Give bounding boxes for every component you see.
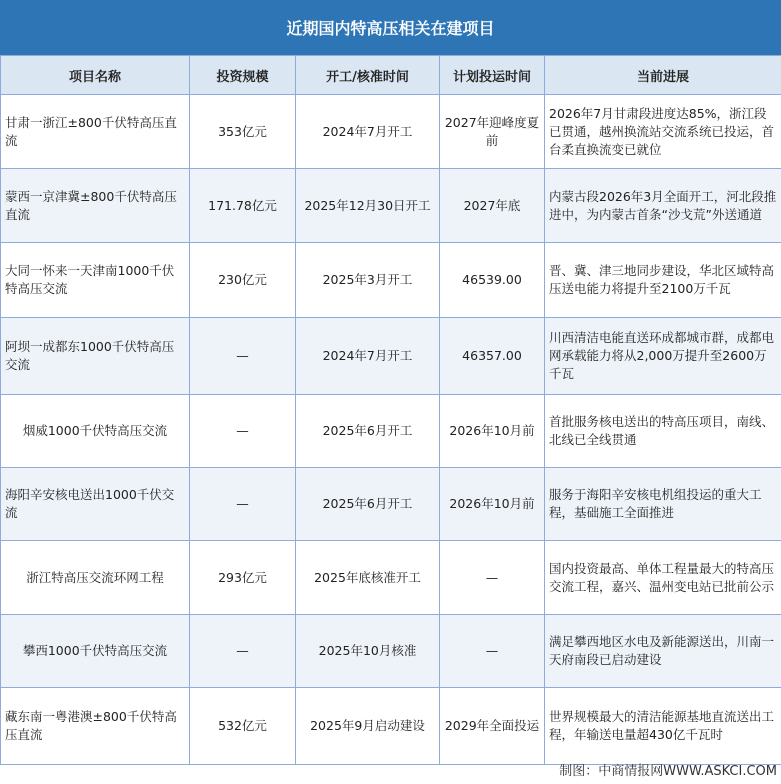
table-row — [1, 95, 781, 169]
cell-plan-time: 46357.00 — [440, 318, 545, 395]
cell-project-name: 烟威1000千伏特高压交流 — [1, 395, 190, 468]
cell-plan-time: — — [440, 541, 545, 615]
table-row — [1, 541, 781, 615]
cell-progress: 国内投资最高、单体工程量最大的特高压交流工程，嘉兴、温州变电站已批前公示 — [545, 541, 781, 615]
cell-start-time: 2025年底核准开工 — [296, 541, 440, 615]
cell-progress: 首批服务核电送出的特高压项目，南线、北线已全线贯通 — [545, 395, 781, 468]
cell-start-time: 2025年6月开工 — [296, 395, 440, 468]
cell-investment: — — [190, 468, 296, 541]
cell-project-name: 浙江特高压交流环网工程 — [1, 541, 190, 615]
cell-project-name: 阿坝一成都东1000千伏特高压交流 — [1, 318, 190, 395]
cell-investment: — — [190, 318, 296, 395]
cell-plan-time: 2029年全面投运 — [440, 688, 545, 765]
cell-start-time: 2025年9月启动建设 — [296, 688, 440, 765]
cell-project-name: 大同一怀来一天津南1000千伏特高压交流 — [1, 243, 190, 318]
header-project-name: 项目名称 — [1, 56, 190, 95]
table-row — [1, 395, 781, 468]
table-row — [1, 688, 781, 765]
header-investment: 投资规模 — [190, 56, 296, 95]
cell-investment: — — [190, 615, 296, 688]
cell-start-time: 2024年7月开工 — [296, 318, 440, 395]
cell-plan-time: 46539.00 — [440, 243, 545, 318]
cell-project-name: 蒙西一京津冀±800千伏特高压直流 — [1, 169, 190, 243]
cell-plan-time: — — [440, 615, 545, 688]
cell-start-time: 2025年3月开工 — [296, 243, 440, 318]
table-row — [1, 468, 781, 541]
header-row — [1, 56, 781, 95]
table-row — [1, 243, 781, 318]
cell-investment: 353亿元 — [190, 95, 296, 169]
header-start-time: 开工/核准时间 — [296, 56, 440, 95]
cell-progress: 晋、冀、津三地同步建设，华北区域特高压送电能力将提升至2100万千瓦 — [545, 243, 781, 318]
cell-plan-time: 2026年10月前 — [440, 395, 545, 468]
cell-investment: 293亿元 — [190, 541, 296, 615]
cell-investment: 171.78亿元 — [190, 169, 296, 243]
source-credit: 制图：中商情报网WWW.ASKCI.COM — [559, 763, 777, 779]
cell-plan-time: 2027年迎峰度夏前 — [440, 95, 545, 169]
cell-progress: 满足攀西地区水电及新能源送出，川南一天府南段已启动建设 — [545, 615, 781, 688]
cell-progress: 2026年7月甘肃段进度达85%，浙江段已贯通，越州换流站交流系统已投运，首台柔直换流变已就位 — [545, 95, 781, 169]
cell-project-name: 藏东南一粤港澳±800千伏特高压直流 — [1, 688, 190, 765]
cell-investment: 532亿元 — [190, 688, 296, 765]
cell-plan-time: 2027年底 — [440, 169, 545, 243]
table-row — [1, 615, 781, 688]
cell-progress: 服务于海阳辛安核电机组投运的重大工程，基础施工全面推进 — [545, 468, 781, 541]
projects-table — [0, 55, 781, 765]
cell-progress: 川西清洁电能直送环成都城市群，成都电网承载能力将从2,000万提升至2600万千瓦 — [545, 318, 781, 395]
header-plan-time: 计划投运时间 — [440, 56, 545, 95]
cell-start-time: 2025年10月核准 — [296, 615, 440, 688]
cell-investment: 230亿元 — [190, 243, 296, 318]
cell-plan-time: 2026年10月前 — [440, 468, 545, 541]
cell-progress: 内蒙古段2026年3月全面开工，河北段推进中，为内蒙古首条“沙戈荒”外送通道 — [545, 169, 781, 243]
cell-start-time: 2025年6月开工 — [296, 468, 440, 541]
table-title: 近期国内特高压相关在建项目 — [0, 0, 781, 55]
cell-start-time: 2024年7月开工 — [296, 95, 440, 169]
cell-project-name: 甘肃一浙江±800千伏特高压直流 — [1, 95, 190, 169]
cell-progress: 世界规模最大的清洁能源基地直流送出工程，年输送电量超430亿千瓦时 — [545, 688, 781, 765]
cell-investment: — — [190, 395, 296, 468]
table-row — [1, 318, 781, 395]
table-row — [1, 169, 781, 243]
cell-project-name: 攀西1000千伏特高压交流 — [1, 615, 190, 688]
cell-project-name: 海阳辛安核电送出1000千伏交流 — [1, 468, 190, 541]
header-progress: 当前进展 — [545, 56, 781, 95]
cell-start-time: 2025年12月30日开工 — [296, 169, 440, 243]
